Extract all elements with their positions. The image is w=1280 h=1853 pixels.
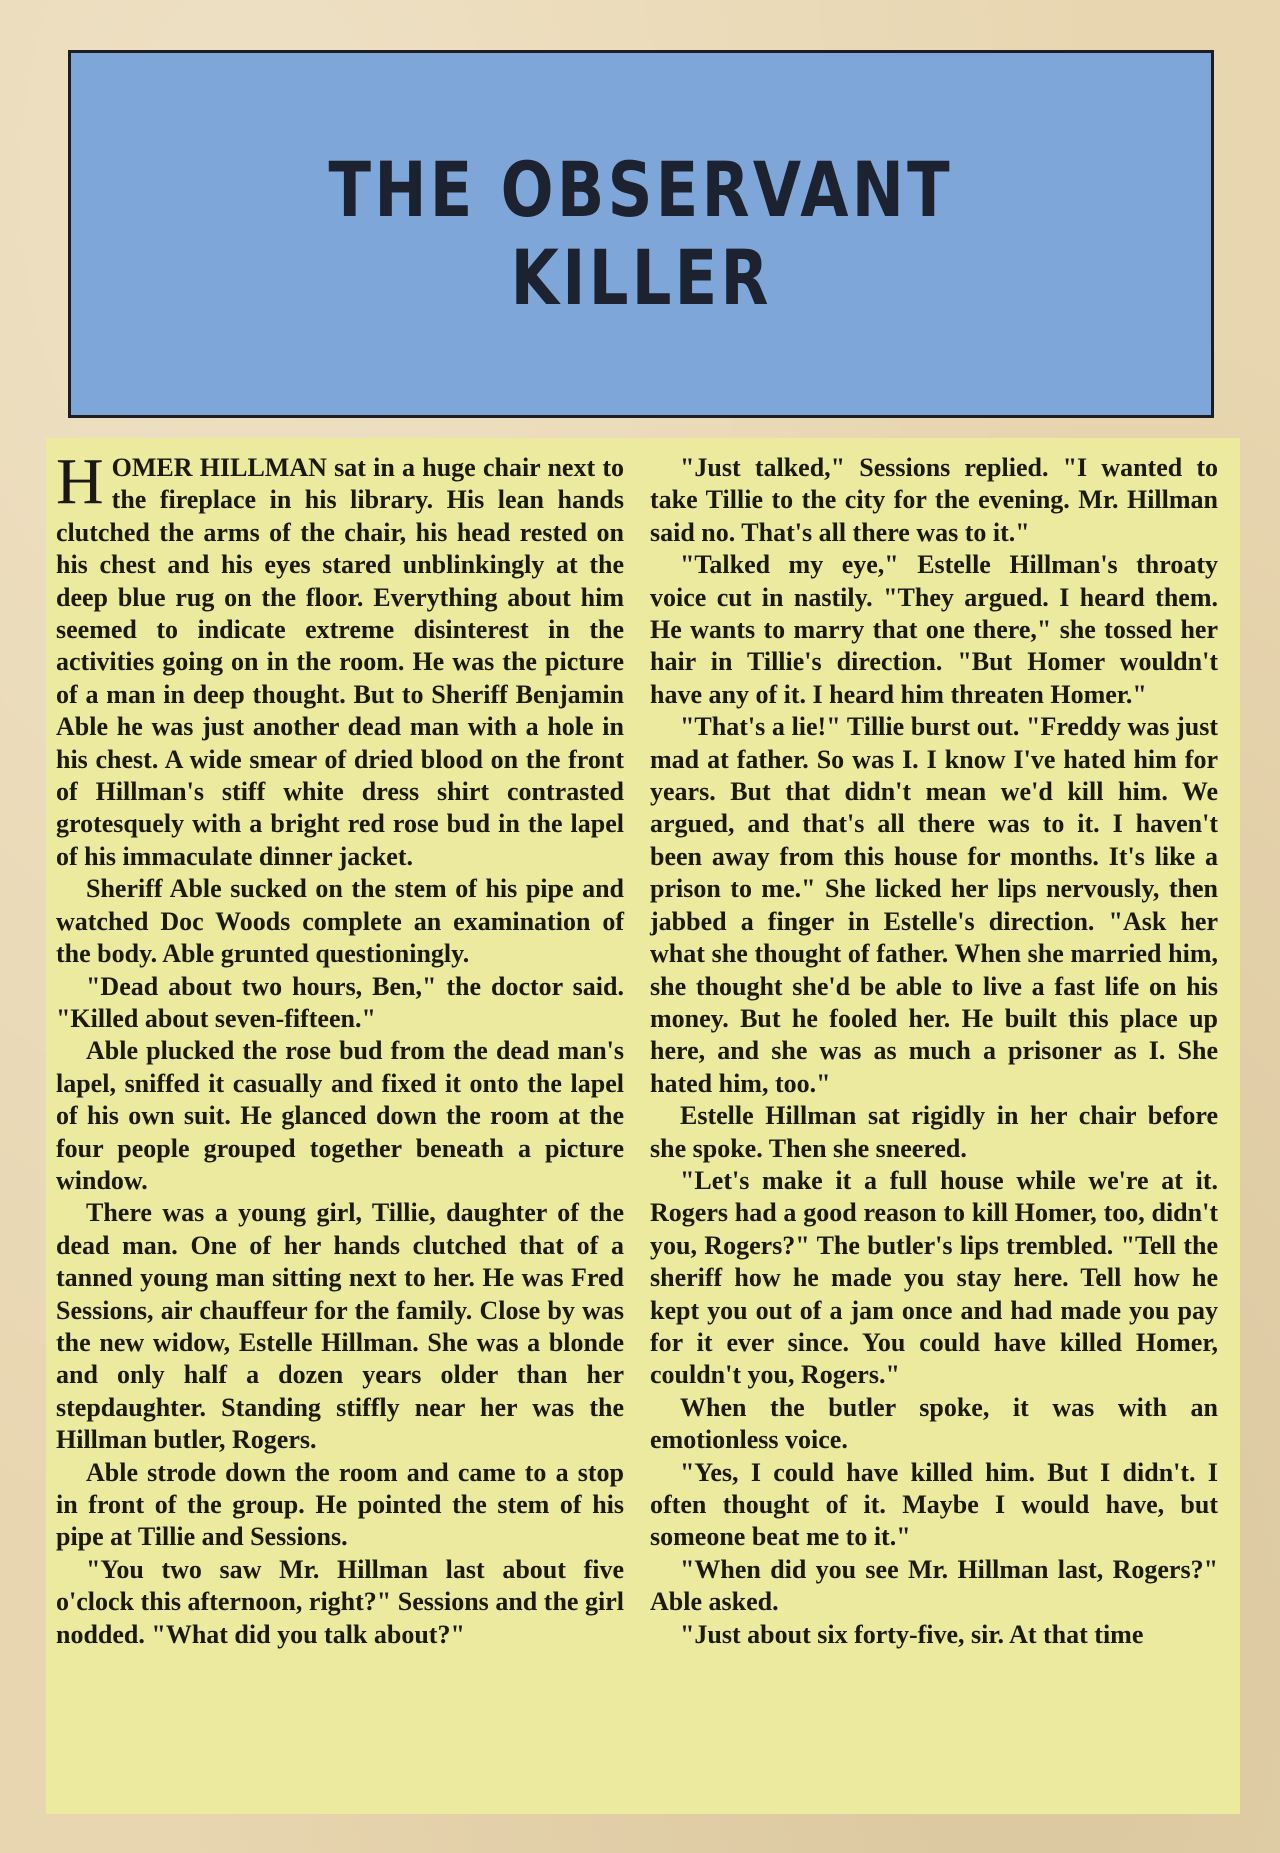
paragraph: "You two saw Mr. Hillman last about five o'clock this afternoon, right?" Sessions and the girl nodded. "What did you talk about?" xyxy=(56,1554,624,1649)
story-title-line-2: KILLER xyxy=(510,233,772,322)
paragraph: "Yes, I could have killed him. But I didn't. I often thought of it. Maybe I would have, but someone beat me to it." xyxy=(650,1457,1218,1552)
right-column xyxy=(650,452,1218,1814)
paragraph: When the butler spoke, it was with an emotionless voice. xyxy=(650,1392,1218,1455)
story-text-area xyxy=(46,438,1240,1814)
paragraph: "Dead about two hours, Ben," the doctor said. "Killed about seven-fifteen." xyxy=(56,971,624,1033)
paragraph xyxy=(56,445,624,873)
paragraph: "Just about six forty-five, sir. At that time xyxy=(680,1619,1144,1649)
paragraph: "Just talked," Sessions replied. "I wanted to take Tillie to the city for the evening. Mr. Hillman said no. That's all there was to it." xyxy=(650,453,1218,547)
paragraph: Able strode down the room and came to a stop in front of the group. He pointed the stem of his pipe at Tillie and Sessions. xyxy=(56,1457,624,1552)
paragraph: "When did you see Mr. Hillman last, Rogers?" Able asked. xyxy=(650,1554,1218,1617)
paragraph: "Let's make it a full house while we're at it. Rogers had a good reason to kill Homer, too, didn't you, Rogers?" The butler's lips trembled. "Tell the sheriff how he made you stay here. Tell how he kept you out of a jam once and had made you pay for it ever since. You could have killed Homer, couldn't you, Rogers." xyxy=(650,1165,1218,1390)
paragraph: There was a young girl, Tillie, daughter of the dead man. One of her hands clutched that of a tanned young man sitting next to her. He was Fred Sessions, air chauffeur for the family. Close by was the new widow, Estelle Hillman. She was a blonde and only half a dozen years older than her stepdaughter. Standing stiffly near her was the Hillman butler, Rogers. xyxy=(56,1198,624,1455)
story-title-line-1: THE OBSERVANT xyxy=(328,145,954,234)
paragraph: Estelle Hillman sat rigidly in her chair before she spoke. Then she sneered. xyxy=(650,1101,1218,1163)
paragraph-text: OMER HILLMAN sat in a huge chair next to the fireplace in his library. His lean hands clutched the arms of the chair, his head rested on his chest and his eyes stared unblinkingly at the deep blue rug on the floor. Everything about him seemed to indicate extreme disinterest in the activities going on in the room. He was the picture of a man in deep thought. But to Sheriff Benjamin Able he was just another dead man with a hole in his chest. A wide smear of dried blood on the front of Hillman's stiff white dress shirt contrasted grotesquely with a bright red rose bud in the lapel of his immaculate dinner jacket. xyxy=(56,453,624,871)
left-column xyxy=(56,445,624,1814)
paragraph: "Talked my eye," Estelle Hillman's throaty voice cut in nastily. "They argued. I heard them. He wants to marry that one there," she tossed her hair in Tillie's direction. "But Homer wouldn't have any of it. I heard him threaten Homer." xyxy=(650,550,1218,709)
drop-cap: H xyxy=(56,445,104,518)
paragraph: Able plucked the rose bud from the dead man's lapel, sniffed it casually and fixed it onto the lapel of his own suit. He glanced down the room at the four people grouped together beneath a picture window. xyxy=(56,1036,624,1195)
paragraph: "That's a lie!" Tillie burst out. "Freddy was just mad at father. So was I. I know I've hated him for years. But that didn't mean we'd kill him. We argued, and that's all there was to it. I haven't been away from this house for months. It's like a prison to me." She licked her lips nervously, then jabbed a finger in Estelle's direction. "Ask her what she thought of father. When she married him, she thought she'd be able to live a fast life on his money. But he fooled her. He built this place up here, and she was as much a prisoner as I. She hated him, too." xyxy=(650,712,1218,1098)
paragraph: Sheriff Able sucked on the stem of his pipe and watched Doc Woods complete an examination of the body. Able grunted questioningly. xyxy=(56,874,624,969)
title-panel xyxy=(68,50,1214,418)
